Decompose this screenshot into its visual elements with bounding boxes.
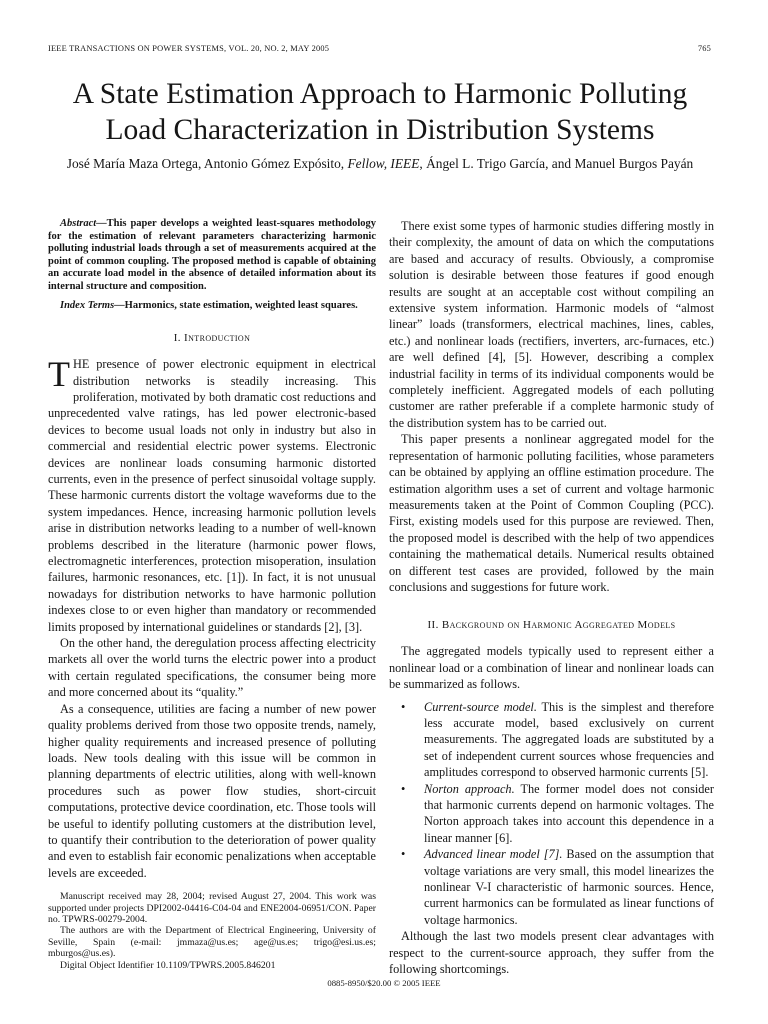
- abstract-text: —This paper develops a weighted least-squares methodology for the estimation of relevant parameters characterizing harmonic polluting industrial loads through a set of measurements acquired at the point of common coupling. The proposed method is capable of obtaining an accurate load model in the absence of detailed information about its internal structure and composition.: [48, 218, 376, 292]
- list-item-term: Advanced linear model [7].: [424, 847, 563, 862]
- list-item-text: Based on the assumption that voltage variations are very small, this model linearizes the nonlinear V-I characteristic of harmonic sources. Hence, current harmonics can be formulated as linear functions of voltage harmonics.: [424, 847, 714, 927]
- bullet-icon: •: [401, 781, 406, 796]
- background-intro: The aggregated models typically used to represent either a nonlinear load or a combination of linear and nonlinear loads can be summarized as follows.: [389, 644, 714, 692]
- section-heading-introduction: I. Introduction: [173, 332, 251, 345]
- page-number: 765: [697, 44, 711, 53]
- footnote-affiliation: The authors are with the Department of Electrical Engineering, University of Seville, Spain (e-mail: jmmaza@us.es; age@us.es; trigo@esi.us.es; mburgos@us.es).: [48, 925, 376, 960]
- left-column: [48, 218, 376, 971]
- intro-paragraph-1-text: HE presence of power electronic equipment in electrical distribution networks is steadily increasing. This proliferation, motivated by both dramatic cost reductions and unprecedented valve ratings, has led power electronic-based devices to become usual loads not only in industry but also in commercial and residential electric power systems. Electronic devices are nonlinear loads consuming harmonic distorted currents, even in the presence of perfect sinusoidal voltage supply. These harmonic currents distort the voltage waveforms due to the system impedances. Hence, increasing harmonic pollution levels arise in distribution networks leading to a number of well-known problems described in the literature (harmonic power flows, electromagnetic interferences, protection misoperation, insulation failures, harmonic resonances, etc. [1]). In fact, it is not unusual nowadays for distribution networks to have harmonic pollution indexes close to or even higher than mandatory or recommended limits proposed by international guidelines or standards [2], [3].: [48, 357, 376, 634]
- intro-paragraph-2: On the other hand, the deregulation process affecting electricity markets all over the world turns the electric power into a product with certain regulated specifications, the consumer being more and more concerned about its “quality.”: [48, 636, 376, 700]
- abstract-label: Abstract: [60, 218, 97, 229]
- copyright-footer: 0885-8950/$20.00 © 2005 IEEE: [327, 978, 441, 988]
- list-item: [389, 699, 714, 781]
- bullet-icon: •: [401, 699, 406, 714]
- right-paragraph-1: There exist some types of harmonic studies differing mostly in their complexity, the amount of data on which the computations are based and accuracy of results. Obviously, a compromise solution is desirable between those features if good enough results are sought at an acceptable cost without compiling an extensive system information. Harmonic models of “almost linear” loads (transformers, electrical machines, lines, cables, etc.) and nonlinear loads (rectifiers, inverters, arc-furnaces, etc.) are well defined [4], [5]. However, describing a complex industrial facility in terms of its individual components would be completely inefficient. Aggregated models of each polluting customer are rather preferable if a complete harmonic study of the distribution system has to be carried out.: [389, 219, 714, 430]
- intro-paragraph-1: [48, 356, 376, 635]
- list-item-text: The former model does not consider that harmonic currents depend on harmonic voltages. The Norton approach takes into account this dependence in a linear manner [6].: [424, 781, 714, 845]
- index-terms-label: Index Terms: [60, 299, 115, 311]
- abstract: [48, 218, 376, 294]
- authors-part-2: , Ángel L. Trigo García, and Manuel Burgos Payán: [419, 156, 694, 171]
- author-membership: Fellow, IEEE: [347, 156, 420, 171]
- list-item-term: Norton approach.: [424, 781, 515, 796]
- right-column: [389, 218, 714, 977]
- index-terms-text: —Harmonics, state estimation, weighted least squares.: [114, 299, 358, 311]
- author-list: [30, 156, 730, 172]
- footnotes: [48, 891, 376, 971]
- paper-title: [30, 76, 730, 148]
- index-terms: [48, 300, 376, 313]
- running-head: [48, 44, 711, 58]
- drop-cap: T: [48, 354, 70, 395]
- footnote-doi: Digital Object Identifier 10.1109/TPWRS.2005.846201: [60, 959, 276, 971]
- list-item: [389, 846, 714, 928]
- list-item-term: Current-source model.: [424, 699, 537, 714]
- title-line-2: Load Characterization in Distribution Systems: [105, 114, 655, 146]
- journal-name: IEEE TRANSACTIONS ON POWER SYSTEMS, VOL. 20, NO. 2, MAY 2005: [48, 44, 330, 53]
- intro-paragraph-3: As a consequence, utilities are facing a number of new power quality problems derived from those two opposite trends, namely, higher quality requirements and increased presence of polluting loads. New tools dealing with this issue will be common in planning departments of electric utilities, along with well-known procedures such as power flow studies, short-circuit computations, protective device coordination, etc. Those tools will be useful to identify polluting customers at the distribution level, to quantify their contribution to the deterioration of power quality and even to establish fair economic penalizations when acceptable levels are exceeded.: [48, 701, 376, 880]
- model-list: [389, 699, 714, 929]
- authors-part-1: José María Maza Ortega, Antonio Gómez Expósito,: [66, 156, 348, 171]
- background-closing: Although the last two models present clear advantages with respect to the current-source approach, they suffer from the following shortcomings.: [389, 929, 714, 977]
- list-item-text: This is the simplest and therefore less accurate model, based exclusively on current measurements. The aggregated loads are substituted by a set of independent current sources whose frequencies and amplitudes correspond to observed harmonic currents [5].: [424, 699, 714, 780]
- right-paragraph-2: This paper presents a nonlinear aggregated model for the representation of harmonic polluting facilities, whose parameters can be obtained by applying an offline estimation procedure. The estimation algorithm uses a set of current and voltage harmonic measurements taken at the Point of Common Coupling (PCC). First, existing models used for this purpose are reviewed. Then, the proposed model is described with the help of two appendices containing the mathematical details. Numerical results obtained on different test cases are provided, followed by the main conclusions and suggestions for future work.: [389, 432, 714, 594]
- footnote-manuscript: Manuscript received may 28, 2004; revised August 27, 2004. This work was supported under projects DPI2002-04416-C04-04 and ENE2004-06951/CON. Paper no. TPWRS-00279-2004.: [48, 891, 376, 925]
- list-item: [389, 781, 714, 847]
- title-line-1: A State Estimation Approach to Harmonic Polluting: [72, 78, 688, 110]
- section-heading-background: II. Background on Harmonic Aggregated Models: [427, 619, 676, 632]
- bullet-icon: •: [401, 847, 406, 862]
